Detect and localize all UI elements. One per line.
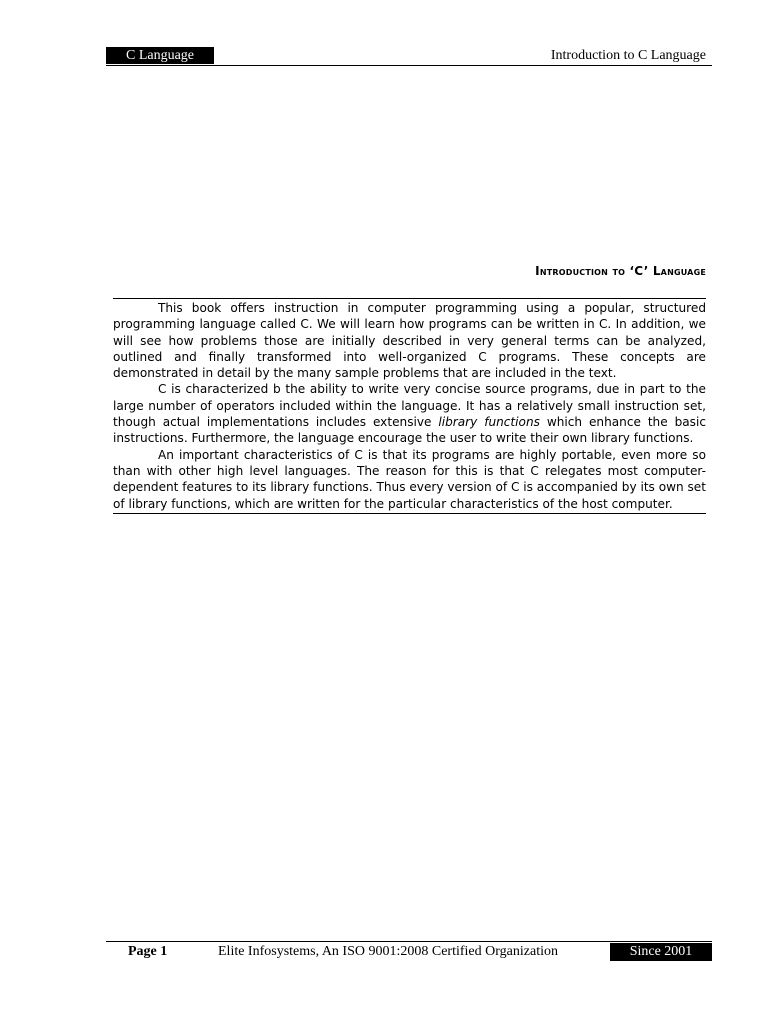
paragraph-2-end: which enhance the basic instructions. Furthermore, the language encourage the user to write their own library functions. — [113, 415, 706, 446]
content-box — [113, 298, 706, 514]
library-functions-emphasis: library functions — [438, 415, 540, 430]
since-badge: Since 2001 — [610, 943, 712, 961]
header-tag: C Language — [106, 47, 214, 64]
page-footer — [106, 941, 712, 961]
section-heading: Introduction to ‘C’ Language — [535, 264, 706, 278]
paragraph-1: This book offers instruction in computer programming using a popular, structured programming language called C. We will learn how programs can be written in C. In addition, we will see how problems those are initially described in very general terms can be analyzed, outlined and finally transformed into well-organized C programs. These concepts are demonstrated in detail by the many sample problems that are included in the text. — [113, 301, 706, 381]
header-title: Introduction to C Language — [550, 48, 706, 63]
organization-name: Elite Infosystems, An ISO 9001:2008 Certified Organization — [218, 944, 558, 959]
paragraph-2-start: C is characterized b the ability to write very concise source programs, due in part to the large number of operators included within the language. It has a relatively small instruction set, though actual implementations includes extensive — [113, 382, 706, 430]
paragraph-3: An important characteristics of C is that its programs are highly portable, even more so than with other high level languages. The reason for this is that C relegates most computer-dependent features to its library functions. Thus every version of C is accompanied by its own set of library functions, which are written for the particular characteristics of the host computer. — [113, 447, 706, 511]
page-number: Page 1 — [128, 944, 168, 959]
page-header — [106, 46, 712, 66]
paragraph-2 — [113, 381, 706, 446]
